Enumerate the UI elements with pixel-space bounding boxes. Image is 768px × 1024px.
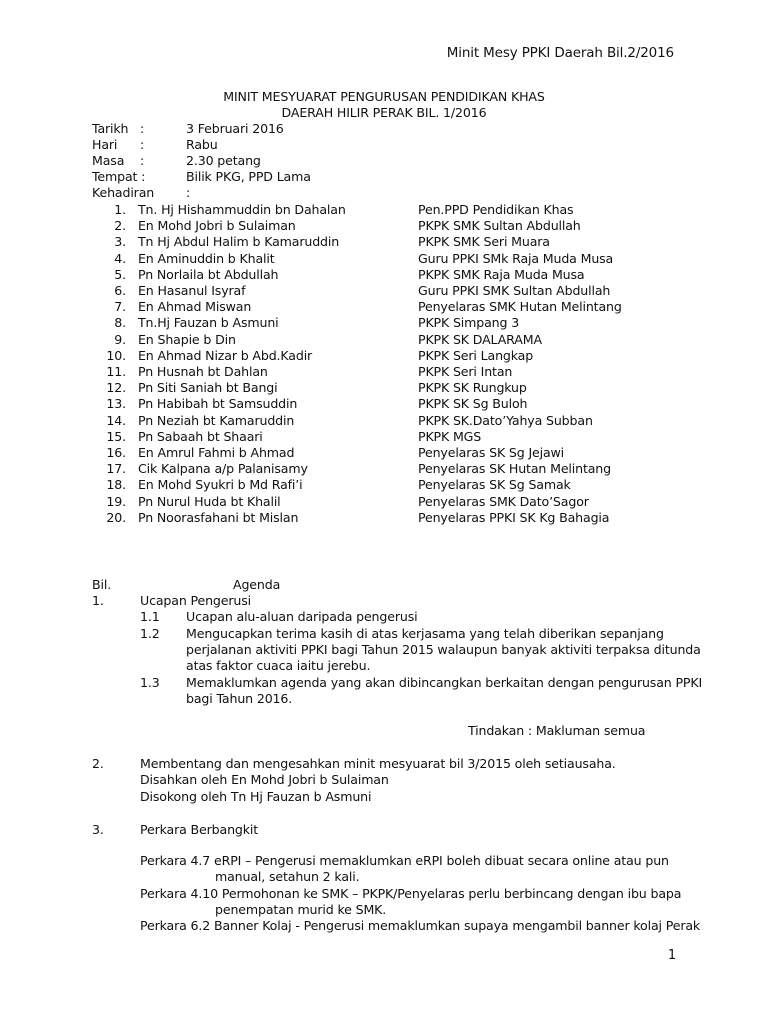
document-title-line2: DAERAH HILIR PERAK BIL. 1/2016 xyxy=(281,105,487,120)
attendee-number: 13. xyxy=(106,396,126,412)
attendee-name: En Aminuddin b Khalit xyxy=(138,250,275,266)
attendee-number: 20. xyxy=(106,509,126,525)
attendee-role: PKPK SMK Raja Muda Musa xyxy=(418,266,585,282)
attendee-name: Pn Sabaah bt Shaari xyxy=(138,428,263,444)
agenda-sub-number: 1.1 xyxy=(140,609,160,624)
meta-value-hari: Rabu xyxy=(186,137,218,152)
attendee-number: 5. xyxy=(114,266,126,282)
attendee-name: Tn.Hj Fauzan b Asmuni xyxy=(138,315,279,331)
agenda-item2-number: 2. xyxy=(92,756,104,771)
agenda-item1-number: 1. xyxy=(92,593,104,608)
attendee-name: Pn Husnah bt Dahlan xyxy=(138,364,268,379)
attendee-number: 16. xyxy=(106,445,126,460)
attendee-role: Penyelaras SMK Dato’Sagor xyxy=(418,493,589,509)
perkara-text: penempatan murid ke SMK. xyxy=(215,902,387,917)
attendee-role: Pen.PPD Pendidikan Khas xyxy=(418,202,574,217)
agenda-bil-label: Bil. xyxy=(92,577,112,592)
agenda-sub-text: perjalanan aktiviti PPKI bagi Tahun 2015 walaupun banyak aktiviti terpaksa ditunda xyxy=(186,642,701,657)
attendee-number: 12. xyxy=(106,380,126,396)
meta-label-hari: Hari xyxy=(92,137,118,152)
agenda-item3-number: 3. xyxy=(92,822,104,837)
agenda-sub-number: 1.2 xyxy=(140,626,160,641)
meta-sep-kehadiran: : xyxy=(186,185,191,200)
attendee-number: 15. xyxy=(106,428,126,444)
attendee-role: PKPK SK Rungkup xyxy=(418,380,527,396)
attendee-number: 19. xyxy=(106,493,126,509)
agenda-sub-number: 1.3 xyxy=(140,675,160,690)
attendee-name: Pn Habibah bt Samsuddin xyxy=(138,396,298,412)
attendee-role: Penyelaras SMK Hutan Melintang xyxy=(418,299,622,315)
attendee-number: 4. xyxy=(114,250,126,266)
perkara-text: Perkara 6.2 Banner Kolaj - Pengerusi memaklumkan supaya mengambil banner kolaj Perak xyxy=(140,918,701,933)
action-note: Tindakan : Makluman semua xyxy=(468,723,646,738)
attendee-number: 7. xyxy=(114,299,126,315)
meta-sep-masa: : xyxy=(140,153,145,168)
attendee-number: 3. xyxy=(114,234,126,250)
agenda-item2-seconder: Disokong oleh Tn Hj Fauzan b Asmuni xyxy=(140,789,372,804)
agenda-sub-text: bagi Tahun 2016. xyxy=(186,691,293,706)
meta-label-tarikh: Tarikh xyxy=(92,121,129,136)
attendee-role: Penyelaras SK Sg Jejawi xyxy=(418,445,565,460)
attendee-role: Penyelaras SK Sg Samak xyxy=(418,477,571,493)
attendee-role: PKPK Seri Langkap xyxy=(418,347,534,363)
attendee-number: 1. xyxy=(114,202,126,217)
attendee-name: Tn. Hj Hishammuddin bn Dahalan xyxy=(138,202,346,217)
document-reference: Minit Mesy PPKI Daerah Bil.2/2016 xyxy=(446,45,674,61)
meta-value-tempat: Bilik PKG, PPD Lama xyxy=(186,169,311,184)
agenda-heading: Agenda xyxy=(233,577,281,592)
meta-label-kehadiran: Kehadiran xyxy=(92,185,155,200)
attendee-role: PKPK Seri Intan xyxy=(418,364,513,379)
agenda-item2-proposer: Disahkan oleh En Mohd Jobri b Sulaiman xyxy=(140,772,389,787)
attendee-role: Guru PPKI SMk Raja Muda Musa xyxy=(418,250,614,266)
attendee-name: En Mohd Jobri b Sulaiman xyxy=(138,218,296,234)
attendee-role: Guru PPKI SMK Sultan Abdullah xyxy=(418,283,611,298)
meta-label-masa: Masa xyxy=(92,153,125,168)
attendee-name: Pn Noorasfahani bt Mislan xyxy=(138,509,299,525)
attendee-role: Penyelaras SK Hutan Melintang xyxy=(418,461,611,477)
attendee-number: 9. xyxy=(114,331,126,347)
attendee-role: PKPK Simpang 3 xyxy=(418,315,520,331)
meta-value-masa: 2.30 petang xyxy=(186,153,261,168)
attendee-name: En Shapie b Din xyxy=(138,331,236,347)
attendee-role: PKPK SK.Dato’Yahya Subban xyxy=(418,412,593,428)
attendee-name: Tn Hj Abdul Halim b Kamaruddin xyxy=(138,234,340,250)
meta-sep-hari: : xyxy=(140,137,145,152)
attendee-number: 8. xyxy=(114,315,126,331)
agenda-item3-title: Perkara Berbangkit xyxy=(140,822,259,837)
agenda-sub-text: atas faktor cuaca iaitu jerebu. xyxy=(186,658,371,673)
meta-label-tempat: Tempat : xyxy=(92,169,146,184)
attendee-name: Pn Norlaila bt Abdullah xyxy=(138,266,279,282)
attendee-role: PKPK MGS xyxy=(418,428,482,444)
meta-sep-tarikh: : xyxy=(140,121,145,136)
agenda-sub-text: Mengucapkan terima kasih di atas kerjasama yang telah diberikan sepanjang xyxy=(186,626,664,641)
attendee-name: Pn Siti Saniah bt Bangi xyxy=(138,380,278,396)
perkara-text: Perkara 4.10 Permohonan ke SMK – PKPK/Penyelaras perlu berbincang dengan ibu bapa xyxy=(140,886,682,901)
attendee-number: 14. xyxy=(106,412,126,428)
attendee-number: 18. xyxy=(106,477,126,493)
agenda-item2-text: Membentang dan mengesahkan minit mesyuarat bil 3/2015 oleh setiausaha. xyxy=(140,756,616,771)
attendee-name: En Amrul Fahmi b Ahmad xyxy=(138,445,295,460)
attendee-name: En Mohd Syukri b Md Rafi’i xyxy=(138,477,303,493)
attendee-name: En Ahmad Miswan xyxy=(138,299,252,315)
attendee-number: 2. xyxy=(114,218,126,234)
agenda-sub-text: Memaklumkan agenda yang akan dibincangkan berkaitan dengan pengurusan PPKI xyxy=(186,675,703,690)
attendee-role: Penyelaras PPKI SK Kg Bahagia xyxy=(418,509,610,525)
attendee-name: En Ahmad Nizar b Abd.Kadir xyxy=(138,347,313,363)
perkara-text: Perkara 4.7 eRPI – Pengerusi memaklumkan eRPI boleh dibuat secara online atau pun xyxy=(140,853,669,868)
perkara-text: manual, setahun 2 kali. xyxy=(215,869,360,884)
attendee-name: Cik Kalpana a/p Palanisamy xyxy=(138,461,308,477)
attendee-role: PKPK SK Sg Buloh xyxy=(418,396,528,412)
attendee-name: Pn Nurul Huda bt Khalil xyxy=(138,493,281,509)
attendee-role: PKPK SK DALARAMA xyxy=(418,331,542,347)
attendee-role: PKPK SMK Sultan Abdullah xyxy=(418,218,581,234)
agenda-item1-title: Ucapan Pengerusi xyxy=(140,593,251,608)
attendee-number: 11. xyxy=(106,364,126,379)
attendee-number: 17. xyxy=(106,461,126,477)
attendee-number: 10. xyxy=(106,347,126,363)
attendee-name: Pn Neziah bt Kamaruddin xyxy=(138,412,295,428)
attendee-number: 6. xyxy=(114,283,126,298)
page-number: 1 xyxy=(667,948,676,963)
agenda-sub-text: Ucapan alu-aluan daripada pengerusi xyxy=(186,609,418,624)
document-title-line1: MINIT MESYUARAT PENGURUSAN PENDIDIKAN KHAS xyxy=(223,89,545,104)
attendee-name: En Hasanul Isyraf xyxy=(138,283,246,298)
meta-value-tarikh: 3 Februari 2016 xyxy=(186,121,284,136)
attendee-role: PKPK SMK Seri Muara xyxy=(418,234,550,250)
